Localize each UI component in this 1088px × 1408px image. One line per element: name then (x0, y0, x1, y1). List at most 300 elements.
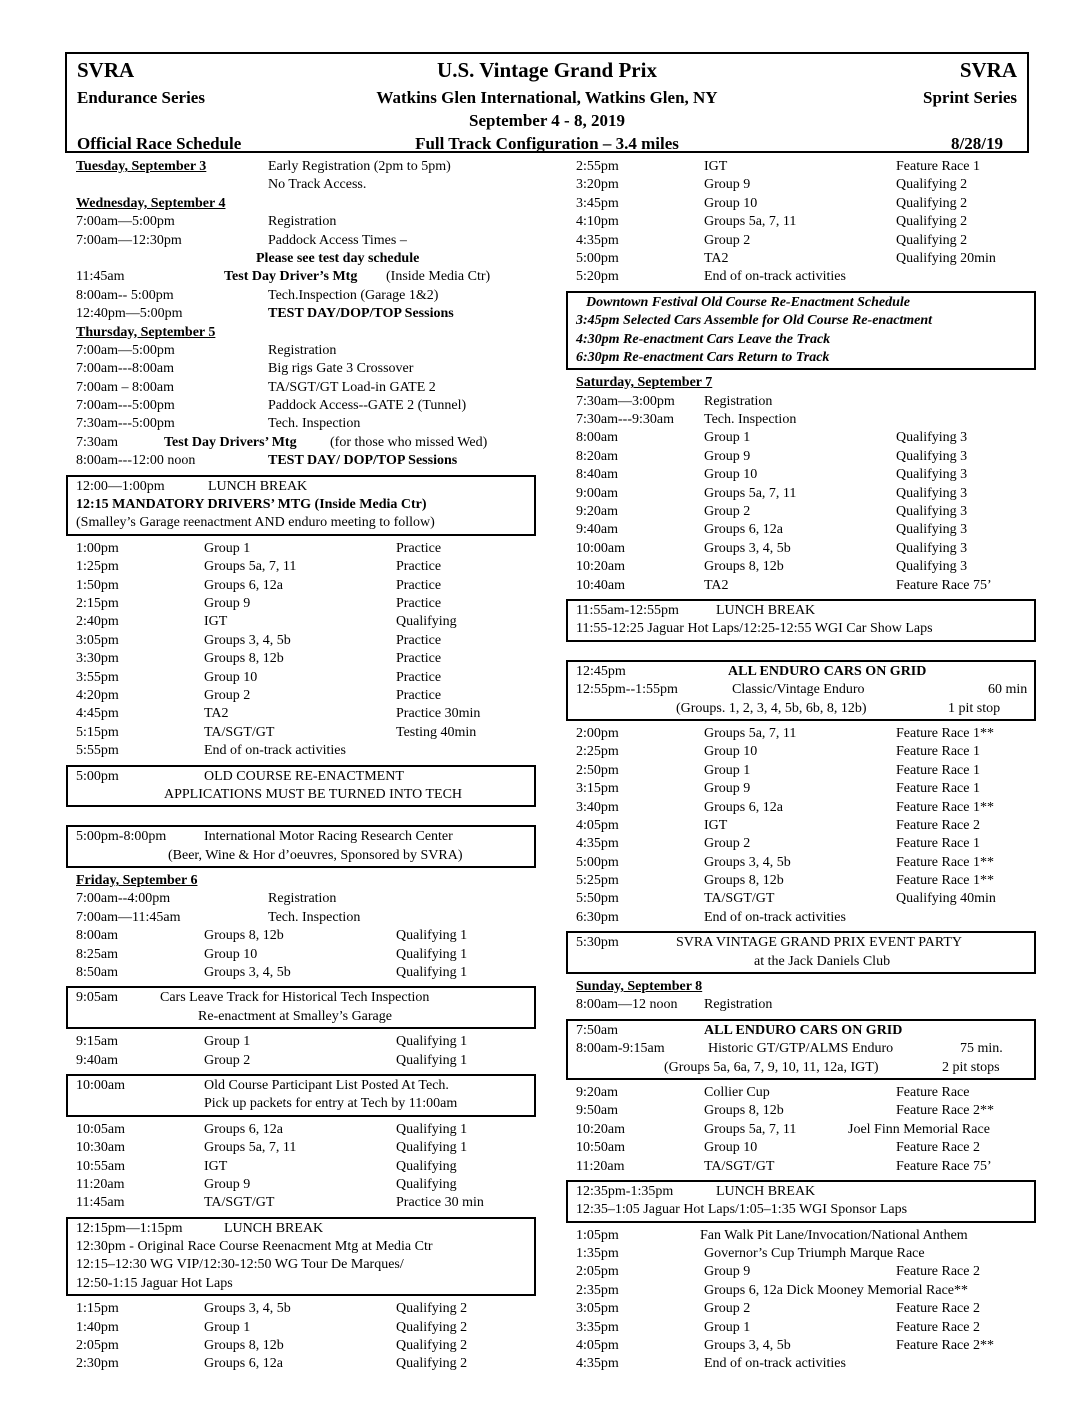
schedule-cell: 2:30pm (76, 1356, 119, 1372)
schedule-cell: TA2 (704, 577, 729, 593)
schedule-cell: 11:20am (76, 1176, 125, 1192)
schedule-cell: 10:05am (76, 1121, 125, 1137)
schedule-cell: 10:00am (76, 1077, 125, 1093)
schedule-cell: Group 9 (704, 448, 751, 464)
schedule-cell: Group 10 (204, 946, 258, 962)
schedule-cell: 3:55pm (76, 669, 119, 685)
schedule-row (576, 448, 1036, 466)
schedule-cell: Registration (268, 342, 337, 358)
schedule-cell: Group 1 (704, 762, 751, 778)
schedule-cell: Group 2 (204, 687, 251, 703)
schedule-cell: 3:20pm (576, 177, 619, 193)
schedule-cell: 5:15pm (76, 724, 119, 740)
schedule-row (576, 934, 1034, 952)
schedule-row (576, 1227, 1036, 1245)
schedule-row (76, 964, 536, 982)
schedule-row (576, 294, 1034, 312)
schedule-cell: Feature Race (896, 1084, 970, 1100)
boxed-notice (66, 1217, 536, 1297)
schedule-cell: Group 9 (704, 781, 751, 797)
schedule-cell: 4:45pm (76, 706, 119, 722)
schedule-cell: 7:00am – 8:00am (76, 379, 174, 395)
schedule-cell: End of on-track activities (704, 1356, 846, 1372)
track-configuration: Full Track Configuration – 3.4 miles (415, 134, 679, 153)
schedule-cell: Qualifying (396, 1176, 457, 1192)
schedule-cell: 3:45pm Selected Cars Assemble for Old Course Re-enactment (576, 313, 933, 329)
schedule-cell: Test Day Driver’s Mtg (224, 269, 358, 285)
schedule-cell: 1 pit stop (948, 700, 1001, 716)
schedule-row (576, 909, 1036, 927)
schedule-cell: 7:30am---5:00pm (76, 416, 175, 432)
event-venue: Watkins Glen International, Watkins Glen, NY (376, 88, 718, 107)
schedule-cell: LUNCH BREAK (716, 1183, 816, 1199)
schedule-cell: Groups 6, 12a (204, 1121, 283, 1137)
schedule-cell: Groups 3, 4, 5b (704, 854, 791, 870)
event-title: U.S. Vintage Grand Prix (437, 58, 657, 82)
schedule-cell: 5:00pm-8:00pm (76, 829, 167, 845)
schedule-row (576, 503, 1036, 521)
schedule-cell: 1:05pm (576, 1227, 619, 1243)
schedule-row (76, 1052, 536, 1070)
schedule-cell: 8:00am---12:00 noon (76, 453, 196, 469)
schedule-row (76, 1238, 534, 1256)
boxed-notice (66, 475, 536, 536)
schedule-row (576, 1040, 1034, 1058)
schedule-cell: Downtown Festival Old Course Re-Enactment Schedule (586, 294, 910, 310)
schedule-cell: (for those who missed Wed) (330, 434, 488, 450)
schedule-cell: Groups 5a, 7, 11 (704, 214, 797, 230)
schedule-cell: 11:20am (576, 1158, 625, 1174)
schedule-cell: Tech. Inspection (268, 909, 361, 925)
schedule-cell: 4:20pm (76, 687, 119, 703)
schedule-cell: Group 10 (204, 669, 258, 685)
schedule-cell: 10:40am (576, 577, 625, 593)
schedule-cell: Test Day Drivers’ Mtg (164, 434, 297, 450)
schedule-cell: Feature Race 75’ (896, 577, 992, 593)
schedule-cell: Qualifying (396, 1158, 457, 1174)
schedule-cell: Group 1 (704, 1319, 751, 1335)
schedule-cell: Paddock Access Times – (268, 232, 407, 248)
schedule-cell: Qualifying 2 (396, 1356, 468, 1372)
schedule-row (76, 496, 534, 514)
schedule-cell: 7:30am---9:30am (576, 412, 674, 428)
schedule-cell: Qualifying 3 (896, 448, 968, 464)
schedule-row (76, 1121, 536, 1139)
schedule-row (76, 324, 536, 342)
schedule-cell: Qualifying 1 (396, 965, 468, 981)
schedule-row (76, 742, 536, 760)
schedule-cell: Practice (396, 687, 442, 703)
schedule-cell: Feature Race 2** (896, 1338, 994, 1354)
schedule-cell: 7:50am (576, 1022, 618, 1038)
schedule-cell: 3:30pm (76, 651, 119, 667)
schedule-row (76, 558, 536, 576)
schedule-cell: Qualifying 3 (896, 522, 968, 538)
schedule-row (76, 669, 536, 687)
schedule-cell: TA/SGT/GT (204, 1195, 275, 1211)
schedule-row (576, 872, 1036, 890)
schedule-cell: 12:35pm-1:35pm (576, 1183, 674, 1199)
schedule-cell: 9:15am (76, 1034, 118, 1050)
schedule-cell: 3:05pm (76, 632, 119, 648)
boxed-notice (566, 599, 1036, 642)
schedule-cell: Group 1 (204, 1319, 251, 1335)
schedule-cell: Registration (704, 393, 773, 409)
schedule-cell: TA/SGT/GT (704, 1158, 775, 1174)
schedule-row (76, 927, 536, 945)
schedule-row (76, 379, 536, 397)
schedule-cell: Groups 5a, 7, 11 (704, 485, 797, 501)
schedule-cell: Feature Race 1** (896, 854, 994, 870)
boxed-notice (66, 825, 536, 868)
schedule-row (576, 725, 1036, 743)
schedule-row (576, 1121, 1036, 1139)
schedule-cell: 12:40pm—5:00pm (76, 306, 183, 322)
schedule-row (576, 1084, 1036, 1102)
schedule-row (76, 577, 536, 595)
spacer (76, 811, 536, 821)
schedule-row (576, 176, 1036, 194)
schedule-cell: 8:00am (76, 928, 118, 944)
schedule-cell: Group 2 (704, 1301, 751, 1317)
schedule-row (76, 828, 534, 846)
schedule-cell: Qualifying 1 (396, 1052, 468, 1068)
schedule-cell: 3:35pm (576, 1319, 619, 1335)
schedule-cell: 2:15pm (76, 595, 119, 611)
schedule-cell: Qualifying 3 (896, 467, 968, 483)
schedule-cell: End of on-track activities (704, 909, 846, 925)
schedule-row (576, 1355, 1036, 1373)
schedule-cell: Practice (396, 632, 442, 648)
schedule-row (76, 195, 536, 213)
schedule-cell: Groups 3, 4, 5b (204, 965, 291, 981)
schedule-cell: 12:45pm (576, 663, 626, 679)
schedule-cell: International Motor Racing Research Center (204, 829, 453, 845)
schedule-cell: 2:55pm (576, 159, 619, 174)
schedule-cell: Groups 6, 12a Dick Mooney Memorial Race** (704, 1282, 968, 1298)
schedule-cell: Feature Race 1 (896, 836, 980, 852)
schedule-row (76, 989, 534, 1007)
schedule-cell: Historic GT/GTP/ALMS Enduro (708, 1041, 894, 1057)
schedule-cell: Groups 8, 12b (204, 651, 284, 667)
schedule-cell: Groups 6, 12a (204, 1356, 283, 1372)
schedule-cell: 10:00am (576, 540, 625, 556)
schedule-cell: 60 min (988, 682, 1028, 698)
schedule-cell: 2:50pm (576, 762, 619, 778)
schedule-row (576, 213, 1036, 231)
schedule-row (576, 1319, 1036, 1337)
day-heading: Sunday, September 8 (576, 979, 703, 995)
schedule-cell: 12:35–1:05 Jaguar Hot Laps/1:05–1:35 WGI Sponsor Laps (576, 1202, 908, 1218)
schedule-cell: Tech. Inspection (704, 412, 797, 428)
schedule-cell: Groups 6, 12a (204, 577, 283, 593)
schedule-cell: LUNCH BREAK (224, 1220, 324, 1236)
schedule-row (576, 1059, 1034, 1077)
schedule-row (576, 602, 1034, 620)
schedule-cell: 4:05pm (576, 1338, 619, 1354)
schedule-cell: 6:30pm Re-enactment Cars Return to Track (576, 349, 830, 365)
schedule-row (76, 595, 536, 613)
schedule-cell: Groups 3, 4, 5b (204, 632, 291, 648)
schedule-cell: Qualifying 3 (896, 504, 968, 520)
schedule-cell: Group 2 (704, 504, 751, 520)
boxed-notice (566, 660, 1036, 721)
schedule-cell: 5:00pm (576, 854, 619, 870)
schedule-row (576, 1201, 1034, 1219)
schedule-cell: Qualifying (396, 614, 457, 630)
schedule-cell: Group 10 (704, 195, 758, 211)
schedule-cell: Paddock Access--GATE 2 (Tunnel) (268, 398, 467, 414)
schedule-row (76, 872, 536, 890)
schedule-cell: Groups 3, 4, 5b (704, 540, 791, 556)
schedule-cell: 12:55pm--1:55pm (576, 682, 678, 698)
schedule-cell: Qualifying 3 (896, 540, 968, 556)
schedule-cell: 7:30am (76, 434, 118, 450)
schedule-cell: Groups 5a, 7, 11 (204, 1140, 297, 1156)
schedule-cell: Fan Walk Pit Lane/Invocation/National Anthem (700, 1227, 968, 1243)
schedule-cell: Qualifying 2 (896, 214, 968, 230)
schedule-cell: 11:55-12:25 Jaguar Hot Laps/12:25-12:55 WGI Car Show Laps (576, 621, 933, 637)
left-series-title: SVRA (77, 58, 135, 82)
schedule-cell: 9:00am (576, 485, 618, 501)
day-heading: Saturday, September 7 (576, 375, 713, 391)
schedule-row (76, 946, 536, 964)
schedule-row (576, 1282, 1036, 1300)
schedule-cell: Groups 3, 4, 5b (704, 1338, 791, 1354)
schedule-cell: Pick up packets for entry at Tech by 11:00am (204, 1096, 458, 1112)
day-heading: Thursday, September 5 (76, 324, 216, 340)
schedule-cell: 75 min. (960, 1041, 1003, 1057)
schedule-row (576, 890, 1036, 908)
schedule-row (76, 1033, 536, 1051)
schedule-cell: Joel Finn Memorial Race (848, 1121, 990, 1137)
schedule-cell: 7:30am—3:00pm (576, 393, 675, 409)
schedule-cell: Qualifying 1 (396, 946, 468, 962)
schedule-cell: TEST DAY/DOP/TOP Sessions (268, 306, 454, 322)
schedule-cell: 9:20am (576, 504, 618, 520)
schedule-cell: End of on-track activities (704, 269, 846, 285)
schedule-cell: 11:55am-12:55pm (576, 602, 679, 618)
schedule-cell: 12:15pm—1:15pm (76, 1220, 183, 1236)
schedule-cell: Groups 8, 12b (204, 928, 284, 944)
schedule-row (76, 540, 536, 558)
event-dates: September 4 - 8, 2019 (469, 111, 625, 130)
schedule-row (576, 700, 1034, 718)
day-heading: Tuesday, September 3 (76, 159, 207, 174)
schedule-row (76, 1275, 534, 1293)
schedule-cell: Group 2 (704, 836, 751, 852)
schedule-cell: Groups 8, 12b (704, 559, 784, 575)
schedule-row (576, 978, 1036, 996)
schedule-cell: 1:35pm (576, 1246, 619, 1262)
schedule-cell: 5:55pm (76, 743, 119, 759)
schedule-cell: 9:20am (576, 1084, 618, 1100)
schedule-row (576, 485, 1036, 503)
schedule-cell: Qualifying 3 (896, 485, 968, 501)
schedule-cell: 2:25pm (576, 744, 619, 760)
schedule-row (576, 620, 1034, 638)
schedule-cell: Qualifying 1 (396, 1140, 468, 1156)
boxed-notice (566, 291, 1036, 371)
schedule-cell: Feature Race 1** (896, 725, 994, 741)
schedule-row (576, 577, 1036, 595)
schedule-cell: Feature Race 2 (896, 1140, 980, 1156)
schedule-cell: Feature Race 1 (896, 159, 980, 174)
schedule-row (76, 1355, 536, 1373)
schedule-cell: Group 9 (204, 595, 251, 611)
schedule-row (76, 650, 536, 668)
schedule-cell: ALL ENDURO CARS ON GRID (728, 663, 927, 679)
schedule-row (76, 890, 536, 908)
schedule-cell: Qualifying 2 (396, 1338, 468, 1354)
schedule-cell: 9:05am (76, 990, 118, 1006)
schedule-cell: 7:00am—5:00pm (76, 342, 175, 358)
schedule-cell: Qualifying 3 (896, 559, 968, 575)
schedule-row (76, 1300, 536, 1318)
schedule-row (76, 786, 534, 804)
schedule-cell: Registration (268, 214, 337, 230)
schedule-cell: 8:00am—12 noon (576, 997, 678, 1013)
schedule-cell: (Inside Media Ctr) (386, 269, 491, 285)
schedule-cell: 1:00pm (76, 540, 119, 556)
schedule-cell: IGT (204, 1158, 228, 1174)
schedule-row (76, 213, 536, 231)
schedule-cell: Group 1 (204, 540, 251, 556)
schedule-row (76, 1158, 536, 1176)
schedule-cell: 7:00am---8:00am (76, 361, 174, 377)
schedule-cell: 2 pit stops (942, 1059, 1000, 1075)
schedule-cell: Practice (396, 595, 442, 611)
schedule-cell: 12:15–12:30 WG VIP/12:30-12:50 WG Tour De Marques/ (76, 1257, 404, 1273)
schedule-row (576, 799, 1036, 817)
official-schedule-label: Official Race Schedule (77, 134, 242, 153)
schedule-cell: LUNCH BREAK (716, 602, 816, 618)
schedule-cell: 6:30pm (576, 909, 619, 925)
schedule-cell: Feature Race 2 (896, 1319, 980, 1335)
schedule-row (76, 1194, 536, 1212)
schedule-cell: Testing 40min (396, 724, 477, 740)
schedule-cell: Group 10 (704, 744, 758, 760)
schedule-cell: 4:35pm (576, 1356, 619, 1372)
schedule-cell: Practice 30 min (396, 1195, 484, 1211)
schedule-row (576, 393, 1036, 411)
schedule-row (576, 663, 1034, 681)
schedule-cell: 10:50am (576, 1140, 625, 1156)
schedule-row (76, 1220, 534, 1238)
schedule-cell: Qualifying 1 (396, 928, 468, 944)
schedule-cell: Practice (396, 669, 442, 685)
schedule-cell: LUNCH BREAK (208, 478, 308, 494)
schedule-cell: Groups 8, 12b (204, 1338, 284, 1354)
schedule-cell: Tech. Inspection (268, 416, 361, 432)
boxed-notice (566, 931, 1036, 974)
schedule-row (76, 268, 536, 286)
schedule-cell: 3:45pm (576, 195, 619, 211)
schedule-row (576, 1300, 1036, 1318)
schedule-row (576, 466, 1036, 484)
schedule-cell: Collier Cup (704, 1084, 770, 1100)
schedule-cell: 7:00am—12:30pm (76, 232, 182, 248)
schedule-row (76, 305, 536, 323)
schedule-row (76, 434, 536, 452)
schedule-row (576, 540, 1036, 558)
schedule-row (576, 331, 1034, 349)
schedule-cell: 4:30pm Re-enactment Cars Leave the Track (576, 331, 831, 347)
schedule-cell: Qualifying 2 (896, 232, 968, 248)
schedule-row (576, 681, 1034, 699)
schedule-row (76, 687, 536, 705)
schedule-row (76, 1319, 536, 1337)
schedule-row (576, 232, 1036, 250)
schedule-row (76, 1176, 536, 1194)
schedule-cell: TA2 (204, 706, 229, 722)
schedule-cell: ALL ENDURO CARS ON GRID (704, 1022, 903, 1038)
schedule-row (576, 817, 1036, 835)
schedule-cell: Feature Race 2 (896, 817, 980, 833)
right-series-title: SVRA (959, 58, 1017, 82)
schedule-cell: TA/SGT/GT (204, 724, 275, 740)
schedule-cell: Please see test day schedule (256, 250, 420, 266)
schedule-cell: Feature Race 2 (896, 1264, 980, 1280)
schedule-cell: 10:30am (76, 1140, 125, 1156)
schedule-cell: 9:40am (76, 1052, 118, 1068)
sprint-series-label: Sprint Series (923, 88, 1017, 107)
schedule-cell: Group 9 (204, 1176, 251, 1192)
boxed-notice (66, 1074, 536, 1117)
schedule-row (576, 1158, 1036, 1176)
schedule-cell: Qualifying 20min (896, 250, 996, 266)
schedule-cell: Governor’s Cup Triumph Marque Race (704, 1246, 925, 1262)
schedule-cell: Group 10 (704, 467, 758, 483)
schedule-row (576, 854, 1036, 872)
schedule-row (576, 762, 1036, 780)
schedule-row (576, 1263, 1036, 1281)
schedule-row (576, 250, 1036, 268)
schedule-cell: 11:45am (76, 1195, 125, 1211)
schedule-row (576, 411, 1036, 429)
schedule-cell: Old Course Participant List Posted At Tech. (204, 1077, 449, 1093)
schedule-cell: 7:00am---5:00pm (76, 398, 175, 414)
schedule-cell: Groups 5a, 7, 11 (204, 559, 297, 575)
schedule-cell: 7:00am—11:45am (76, 909, 181, 925)
day-heading: Friday, September 6 (76, 873, 198, 889)
schedule-row (576, 521, 1036, 539)
schedule-cell: Qualifying 2 (396, 1301, 468, 1317)
schedule-cell: 5:00pm (576, 250, 619, 266)
boxed-notice (66, 986, 536, 1029)
schedule-row (76, 232, 536, 250)
schedule-row (76, 632, 536, 650)
schedule-cell: 2:05pm (576, 1264, 619, 1280)
schedule-row (576, 429, 1036, 447)
schedule-cell: 2:35pm (576, 1282, 619, 1298)
endurance-series-label: Endurance Series (77, 88, 205, 107)
schedule-cell: 11:45am (76, 269, 125, 285)
schedule-cell: 7:00am--4:00pm (76, 891, 171, 907)
schedule-row (76, 613, 536, 631)
schedule-cell: Group 9 (704, 177, 751, 193)
schedule-cell: Big rigs Gate 3 Crossover (268, 361, 414, 377)
schedule-cell: SVRA VINTAGE GRAND PRIX EVENT PARTY (676, 935, 962, 951)
schedule-row (76, 342, 536, 360)
schedule-cell: 8:40am (576, 467, 618, 483)
schedule-cell: 4:05pm (576, 817, 619, 833)
schedule-cell: 1:25pm (76, 559, 119, 575)
schedule-row (76, 705, 536, 723)
schedule-row (76, 1095, 534, 1113)
boxed-notice (566, 1180, 1036, 1223)
schedule-cell: 8:20am (576, 448, 618, 464)
